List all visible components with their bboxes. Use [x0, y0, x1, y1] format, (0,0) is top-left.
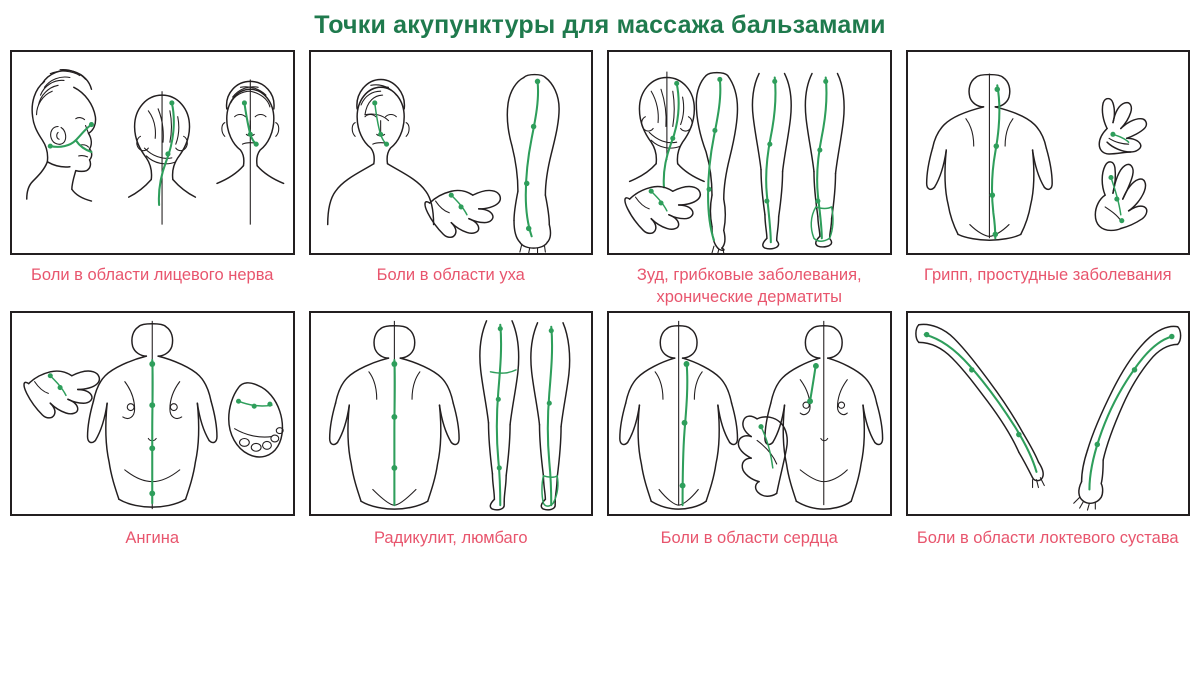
- caption-angina: Ангина: [125, 528, 180, 547]
- caption-sciatica: Радикулит, люмбаго: [373, 528, 528, 547]
- caption-ear-pain: Боли в области уха: [376, 266, 525, 284]
- caption-facial-nerve: Боли в области лицевого нерва: [31, 266, 274, 284]
- panel-cell-ear-pain: [309, 50, 594, 309]
- panel-cell-elbow: [906, 311, 1191, 549]
- panel-cell-heart-pain: [607, 311, 892, 549]
- caption-itch-fungal: Зуд, грибковые заболевания, хронические дерматиты: [636, 266, 862, 307]
- panel-cell-sciatica: [309, 311, 594, 549]
- diagram-ear-pain: [309, 50, 594, 255]
- diagram-elbow: [906, 311, 1191, 516]
- diagram-angina: [10, 311, 295, 516]
- diagram-heart-pain: [607, 311, 892, 516]
- caption-heart-pain: Боли в области сердца: [660, 528, 838, 547]
- panel-cell-angina: [10, 311, 295, 549]
- panel-cell-itch-fungal: [607, 50, 892, 309]
- caption-elbow: Боли в области локтевого сустава: [916, 528, 1179, 547]
- caption-flu: Грипп, простудные заболевания: [923, 266, 1172, 284]
- diagram-flu: [906, 50, 1191, 255]
- diagram-sciatica: [309, 311, 594, 516]
- panel-grid: [10, 40, 1190, 549]
- page-title: Точки акупунктуры для массажа бальзамами: [314, 11, 886, 39]
- diagram-itch-fungal: [607, 50, 892, 255]
- panel-cell-facial-nerve: [10, 50, 295, 309]
- diagram-facial-nerve: [10, 50, 295, 255]
- panel-cell-flu: [906, 50, 1191, 309]
